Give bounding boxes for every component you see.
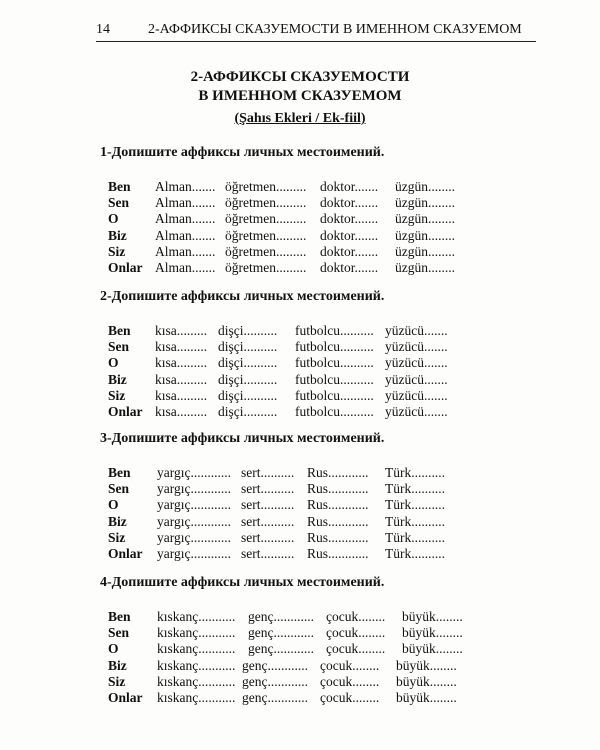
pronoun: Ben xyxy=(108,323,131,338)
word-cell: futbolcu.......... xyxy=(295,403,374,419)
word-cell: doktor....... xyxy=(320,259,379,275)
word-cell: genç............ xyxy=(248,609,314,624)
word-cell: doktor....... xyxy=(320,211,379,227)
word-cell: büyük........ xyxy=(402,641,463,657)
pronoun: Ben xyxy=(108,465,131,480)
word-cell: üzgün........ xyxy=(395,211,455,227)
exercise-title: 2-Допишите аффиксы личных местоимений. xyxy=(100,289,385,304)
exercise-row xyxy=(100,465,560,481)
word-cell: büyük........ xyxy=(402,625,463,641)
word-cell: yargıç............ xyxy=(157,497,231,513)
title-line-1: 2-АФФИКСЫ СКАЗУЕМОСТИ xyxy=(190,69,410,85)
word-cell: çocuk........ xyxy=(326,641,386,657)
page-header xyxy=(96,22,536,42)
word-cell: kısa......... xyxy=(155,387,208,403)
pronoun: Sen xyxy=(108,195,130,211)
page-title xyxy=(0,68,600,106)
exercise-row xyxy=(100,497,560,513)
word-cell: genç............ xyxy=(242,689,308,705)
word-cell: doktor....... xyxy=(320,179,379,194)
exercise-row xyxy=(100,625,560,641)
word-cell: yüzücü....... xyxy=(385,387,448,403)
word-cell: dişçi.......... xyxy=(218,403,278,419)
word-cell: doktor....... xyxy=(320,243,379,259)
pronoun: O xyxy=(108,355,119,371)
word-cell: yüzücü....... xyxy=(385,339,448,355)
pronoun: Biz xyxy=(108,513,127,529)
running-title: 2-АФФИКСЫ СКАЗУЕМОСТИ В ИМЕННОМ СКАЗУЕМОМ xyxy=(148,22,522,37)
exercise-row xyxy=(100,260,560,276)
word-cell: yüzücü....... xyxy=(385,371,448,387)
word-cell: sert.......... xyxy=(241,465,295,480)
word-cell: Alman....... xyxy=(155,243,216,259)
exercise-title: 3-Допишите аффиксы личных местоимений. xyxy=(100,431,385,446)
word-cell: Rus............ xyxy=(307,465,369,480)
word-cell: öğretmen......... xyxy=(225,259,307,275)
word-cell: büyük........ xyxy=(396,673,457,689)
word-cell: üzgün........ xyxy=(395,227,455,243)
exercise-4 xyxy=(100,575,560,706)
word-cell: Alman....... xyxy=(155,195,216,211)
page-subtitle: (Şahıs Ekleri / Ek-fiil) xyxy=(234,111,366,126)
exercise-rows xyxy=(100,609,560,706)
word-cell: kıskanç........... xyxy=(157,689,236,705)
word-cell: Rus............ xyxy=(307,513,369,529)
word-cell: kısa......... xyxy=(155,371,208,387)
word-cell: üzgün........ xyxy=(395,179,455,194)
exercise-row xyxy=(100,339,560,355)
pronoun: Sen xyxy=(108,625,130,641)
exercise-rows xyxy=(100,179,560,276)
exercise-row xyxy=(100,372,560,388)
exercise-1 xyxy=(100,145,560,276)
exercise-title: 1-Допишите аффиксы личных местоимений. xyxy=(100,145,385,160)
pronoun: Onlar xyxy=(108,403,143,419)
word-cell: Alman....... xyxy=(155,179,216,194)
word-cell: yüzücü....... xyxy=(385,355,448,371)
word-cell: sert.......... xyxy=(241,529,295,545)
exercise-rows xyxy=(100,323,560,420)
exercise-row xyxy=(100,690,560,706)
pronoun: Onlar xyxy=(108,259,143,275)
exercise-row xyxy=(100,641,560,657)
word-cell: kıskanç........... xyxy=(157,641,236,657)
exercise-row xyxy=(100,609,560,625)
pronoun: Onlar xyxy=(108,545,143,561)
word-cell: sert.......... xyxy=(241,545,295,561)
exercise-row xyxy=(100,404,560,420)
word-cell: üzgün........ xyxy=(395,243,455,259)
word-cell: dişçi.......... xyxy=(218,355,278,371)
exercise-row xyxy=(100,514,560,530)
exercise-title: 4-Допишите аффиксы личных местоимений. xyxy=(100,575,385,590)
word-cell: yargıç............ xyxy=(157,545,231,561)
exercise-row xyxy=(100,211,560,227)
word-cell: kıskanç........... xyxy=(157,657,236,673)
word-cell: üzgün........ xyxy=(395,195,455,211)
pronoun: O xyxy=(108,497,119,513)
exercise-row xyxy=(100,530,560,546)
page-number: 14 xyxy=(96,22,110,37)
word-cell: genç............ xyxy=(242,657,308,673)
word-cell: Türk.......... xyxy=(385,497,445,513)
word-cell: dişçi.......... xyxy=(218,339,278,355)
word-cell: kısa......... xyxy=(155,403,208,419)
word-cell: Rus............ xyxy=(307,545,369,561)
word-cell: Rus............ xyxy=(307,529,369,545)
word-cell: yüzücü....... xyxy=(385,403,448,419)
word-cell: Türk.......... xyxy=(385,481,445,497)
exercise-row xyxy=(100,228,560,244)
word-cell: Rus............ xyxy=(307,481,369,497)
word-cell: kıskanç........... xyxy=(157,625,236,641)
word-cell: futbolcu.......... xyxy=(295,355,374,371)
word-cell: kısa......... xyxy=(155,323,208,338)
pronoun: O xyxy=(108,641,119,657)
pronoun: Biz xyxy=(108,227,127,243)
word-cell: doktor....... xyxy=(320,227,379,243)
word-cell: genç............ xyxy=(242,673,308,689)
word-cell: kısa......... xyxy=(155,339,208,355)
word-cell: yüzücü....... xyxy=(385,323,448,338)
title-line-2: В ИМЕННОМ СКАЗУЕМОМ xyxy=(198,88,402,104)
word-cell: futbolcu.......... xyxy=(295,387,374,403)
word-cell: dişçi.......... xyxy=(218,387,278,403)
word-cell: yargıç............ xyxy=(157,465,231,480)
pronoun: Sen xyxy=(108,481,130,497)
exercise-row xyxy=(100,658,560,674)
word-cell: öğretmen......... xyxy=(225,243,307,259)
word-cell: genç............ xyxy=(248,625,314,641)
word-cell: Alman....... xyxy=(155,211,216,227)
pronoun: Sen xyxy=(108,339,130,355)
word-cell: çocuk........ xyxy=(326,625,386,641)
exercise-row xyxy=(100,546,560,562)
word-cell: doktor....... xyxy=(320,195,379,211)
word-cell: futbolcu.......... xyxy=(295,323,374,338)
word-cell: çocuk........ xyxy=(320,689,380,705)
word-cell: Alman....... xyxy=(155,259,216,275)
word-cell: Türk.......... xyxy=(385,529,445,545)
exercise-row xyxy=(100,195,560,211)
word-cell: büyük........ xyxy=(402,609,463,624)
word-cell: futbolcu.......... xyxy=(295,339,374,355)
word-cell: öğretmen......... xyxy=(225,179,307,194)
word-cell: dişçi.......... xyxy=(218,323,278,338)
word-cell: Alman....... xyxy=(155,227,216,243)
word-cell: yargıç............ xyxy=(157,513,231,529)
word-cell: kıskanç........... xyxy=(157,609,236,624)
pronoun: Siz xyxy=(108,243,126,259)
pronoun: Onlar xyxy=(108,689,143,705)
exercise-rows xyxy=(100,465,560,562)
word-cell: dişçi.......... xyxy=(218,371,278,387)
word-cell: yargıç............ xyxy=(157,529,231,545)
word-cell: yargıç............ xyxy=(157,481,231,497)
word-cell: öğretmen......... xyxy=(225,211,307,227)
word-cell: öğretmen......... xyxy=(225,195,307,211)
pronoun: Ben xyxy=(108,609,131,624)
exercise-row xyxy=(100,179,560,195)
pronoun: Biz xyxy=(108,657,127,673)
exercise-row xyxy=(100,355,560,371)
word-cell: sert.......... xyxy=(241,497,295,513)
pronoun: Siz xyxy=(108,387,126,403)
word-cell: sert.......... xyxy=(241,513,295,529)
exercise-2 xyxy=(100,289,560,420)
word-cell: Türk.......... xyxy=(385,513,445,529)
exercise-3 xyxy=(100,431,560,562)
exercise-row xyxy=(100,244,560,260)
word-cell: çocuk........ xyxy=(326,609,386,624)
word-cell: kıskanç........... xyxy=(157,673,236,689)
word-cell: Türk.......... xyxy=(385,545,445,561)
word-cell: Türk.......... xyxy=(385,465,445,480)
word-cell: kısa......... xyxy=(155,355,208,371)
exercise-row xyxy=(100,323,560,339)
pronoun: Siz xyxy=(108,529,126,545)
pronoun: Biz xyxy=(108,371,127,387)
word-cell: genç............ xyxy=(248,641,314,657)
word-cell: futbolcu.......... xyxy=(295,371,374,387)
pronoun: Siz xyxy=(108,673,126,689)
word-cell: çocuk........ xyxy=(320,673,380,689)
word-cell: öğretmen......... xyxy=(225,227,307,243)
pronoun: O xyxy=(108,211,119,227)
word-cell: sert.......... xyxy=(241,481,295,497)
exercise-row xyxy=(100,481,560,497)
word-cell: büyük........ xyxy=(396,689,457,705)
word-cell: çocuk........ xyxy=(320,657,380,673)
word-cell: üzgün........ xyxy=(395,259,455,275)
exercise-row xyxy=(100,388,560,404)
word-cell: büyük........ xyxy=(396,657,457,673)
exercise-row xyxy=(100,674,560,690)
word-cell: Rus............ xyxy=(307,497,369,513)
pronoun: Ben xyxy=(108,179,131,194)
